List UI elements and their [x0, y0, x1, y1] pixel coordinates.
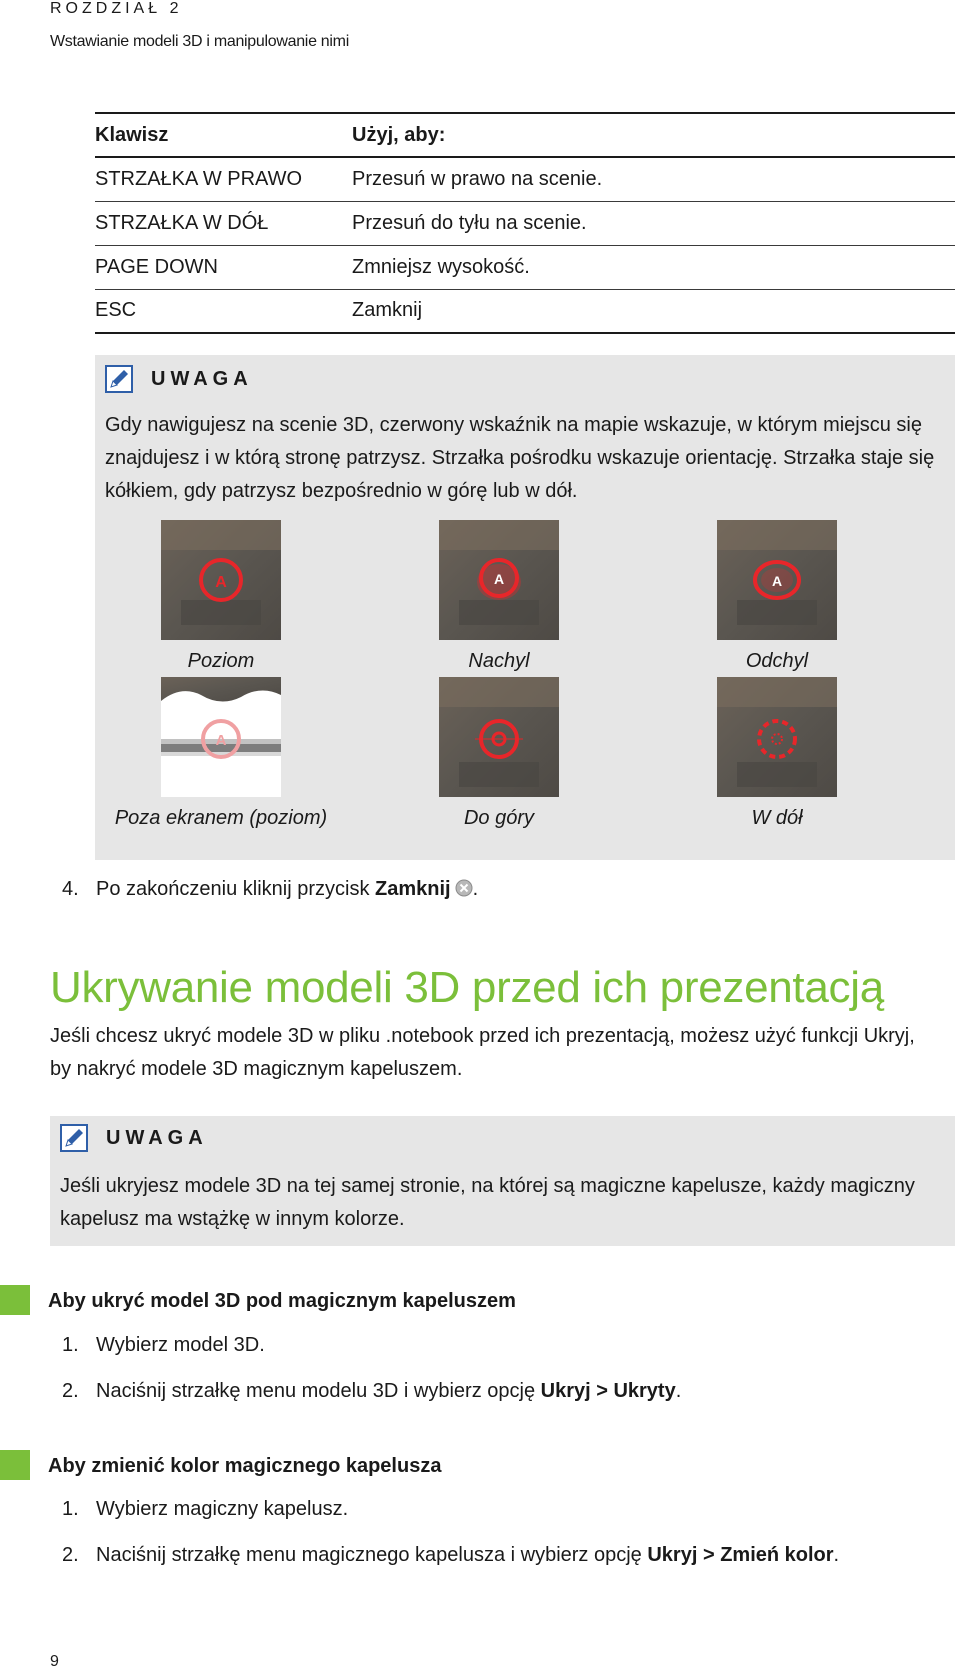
- menu-option-bold: Ukryj: [540, 1380, 591, 1402]
- procedure-title: Aby ukryć model 3D pod magicznym kapeluszem: [48, 1290, 516, 1312]
- column-header-use: Użyj, aby:: [352, 113, 955, 157]
- note-heading: [105, 365, 253, 393]
- step-number: 2.: [62, 1380, 79, 1402]
- section-heading: Ukrywanie modeli 3D przed ich prezentacją: [50, 963, 884, 1012]
- note-text: Jeśli ukryjesz modele 3D na tej samej stronie, na której są magiczne kapelusze, każdy magiczny kapelusz ma wstążkę w innym kolorze.: [60, 1175, 915, 1230]
- step-text-end: .: [833, 1544, 840, 1566]
- use-cell: Przesuń do tyłu na scenie.: [352, 201, 955, 245]
- step-text: Wybierz model 3D.: [96, 1334, 265, 1356]
- step-text: Po zakończeniu kliknij przycisk: [96, 878, 375, 900]
- menu-option-bold: Ukryj: [647, 1544, 698, 1566]
- key-cell: PAGE DOWN: [95, 245, 352, 289]
- step-text: Wybierz magiczny kapelusz.: [96, 1498, 349, 1520]
- step-text: Naciśnij strzałkę menu modelu 3D i wybierz opcję: [96, 1380, 541, 1402]
- indicator-item: [373, 677, 625, 830]
- menu-separator: >: [590, 1380, 614, 1402]
- note-heading: [60, 1124, 208, 1152]
- indicator-item: [95, 677, 347, 830]
- indicator-item: [651, 520, 903, 673]
- note-heading-text: UWAGA: [106, 1126, 208, 1149]
- chapter-subtitle: Wstawianie modeli 3D i manipulowanie nimi: [50, 33, 349, 50]
- table-header-row: [95, 113, 955, 157]
- list-item: [62, 1380, 681, 1403]
- list-item: [62, 1498, 348, 1521]
- use-cell: Zmniejsz wysokość.: [352, 245, 955, 289]
- step-number: 2.: [62, 1544, 79, 1566]
- step-number: 1.: [62, 1334, 79, 1356]
- list-item: [62, 1334, 265, 1357]
- table-row: [95, 201, 955, 245]
- step-text-end: .: [472, 878, 479, 900]
- table-row: [95, 289, 955, 333]
- step-number: 4.: [62, 878, 79, 900]
- pencil-note-icon: [60, 1124, 88, 1152]
- indicator-item: [95, 520, 347, 673]
- map-indicator-down-icon: [717, 677, 837, 797]
- list-item: [62, 1544, 839, 1567]
- pencil-note-icon: [105, 365, 133, 393]
- menu-option-bold: Ukryty: [613, 1380, 676, 1402]
- indicator-item: [651, 677, 903, 830]
- menu-separator: >: [697, 1544, 721, 1566]
- note-box: [95, 355, 955, 860]
- note-text: Gdy nawigujesz na scenie 3D, czerwony wskaźnik na mapie wskazuje, w którym miejscu się znajdujesz i w którą stronę patrzysz. Strzałka pośrodku wskazuje orientację. Strzałka staje się kółkiem, gdy patrzysz bezpośrednio w górę lub w dół.: [105, 414, 935, 502]
- procedure-marker: [0, 1285, 30, 1315]
- svg-text:A: A: [215, 574, 227, 591]
- indicator-caption: W dół: [751, 807, 803, 829]
- svg-text:A: A: [771, 573, 783, 589]
- key-cell: STRZAŁKA W DÓŁ: [95, 201, 352, 245]
- page-number: 9: [50, 1653, 59, 1670]
- keys-table: [95, 112, 955, 334]
- procedure-marker: [0, 1450, 30, 1480]
- map-indicator-level-icon: [161, 520, 281, 640]
- note-heading-text: UWAGA: [151, 367, 253, 390]
- map-indicator-roll-icon: [717, 520, 837, 640]
- chapter-label: ROZDZIAŁ 2: [50, 0, 183, 17]
- table-row: [95, 157, 955, 201]
- key-cell: ESC: [95, 289, 352, 333]
- step-text-end: .: [675, 1380, 682, 1402]
- map-indicator-offscreen-icon: [161, 677, 281, 797]
- column-header-key: Klawisz: [95, 113, 352, 157]
- indicator-item: [373, 520, 625, 673]
- svg-text:A: A: [493, 571, 505, 587]
- indicator-caption: Do góry: [463, 807, 535, 829]
- menu-option-bold: Zmień kolor: [720, 1544, 834, 1566]
- step-number: 1.: [62, 1498, 79, 1520]
- section-paragraph: Jeśli chcesz ukryć modele 3D w pliku .notebook przed ich prezentacją, możesz użyć funkcji Ukryj, by nakryć modele 3D magicznym kapeluszem.: [50, 1025, 915, 1080]
- indicator-caption: Poziom: [187, 650, 255, 672]
- procedure-title: Aby zmienić kolor magicznego kapelusza: [48, 1455, 442, 1477]
- step-bold-text: Zamknij: [375, 878, 451, 900]
- map-indicator-up-icon: [439, 677, 559, 797]
- close-icon: [455, 879, 473, 897]
- note-box: [50, 1116, 955, 1246]
- indicator-caption: Odchyl: [745, 650, 809, 672]
- indicator-caption: Nachyl: [468, 650, 530, 672]
- indicator-caption: Poza ekranem (poziom): [114, 807, 328, 829]
- key-cell: STRZAŁKA W PRAWO: [95, 157, 352, 201]
- use-cell: Zamknij: [352, 289, 955, 333]
- svg-text:A: A: [215, 732, 227, 749]
- use-cell: Przesuń w prawo na scenie.: [352, 157, 955, 201]
- table-row: [95, 245, 955, 289]
- step-4: [62, 878, 478, 901]
- step-text: Naciśnij strzałkę menu magicznego kapelusza i wybierz opcję: [96, 1544, 648, 1566]
- map-indicator-tilt-icon: [439, 520, 559, 640]
